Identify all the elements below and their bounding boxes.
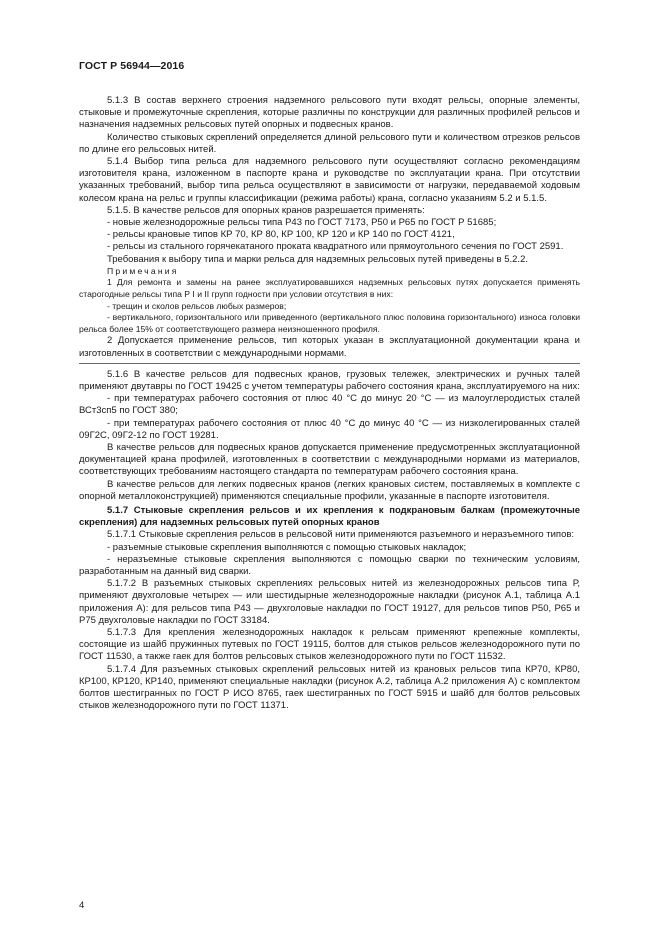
list-item: - разъемные стыковые скрепления выполняются с помощью стыковых накладок; [107, 541, 467, 553]
section-heading-5-1-7: 5.1.7 Стыковые скрепления рельсов и их крепления к подкрановым балкам (промежуточные скрепления) для надземных рельсовых путей опорных кранов [79, 505, 580, 529]
paragraph-5-1-6: 5.1.6 В качестве рельсов для подвесных кранов, грузовых тележек, электрических и ручных талей применяют двутавры по ГОСТ 19425 с учетом температуры рабочего состояния крана, эксплуатируемого на них: [79, 368, 580, 393]
paragraph-rail-selection-ref: Требования к выбору типа и марки рельса для надземных рельсовых путей приведены в 5.2.2. [107, 253, 528, 265]
document-body [79, 95, 580, 713]
paragraph-international-profiles: В качестве рельсов для подвесных кранов допускается применение предусмотренных эксплуатационной документацией крана профилей, изготовленных в соответствии с международными нормами из материалов, соответствующих требованиям настоящего стандарта по температурам рабочего состояния крана. [79, 442, 580, 478]
page-number: 4 [79, 900, 85, 911]
paragraph-light-cranes: В качестве рельсов для легких подвесных кранов (легких крановых систем, поставляемых в комплекте с опорной металлоконструкцией) применяются специальные профили, указанные в паспорте изготовителя. [79, 478, 580, 502]
paragraph-5-1-4: 5.1.4 Выбор типа рельса для надземного рельсового пути осуществляют согласно рекомендациям изготовителя крана, изложенном в паспорте крана и руководстве по эксплуатации крана. При отсутствии указанных требований, выбор типа рельса осуществляют в зависимости от нагрузки, передаваемой ходовым колесом крана на рельс и группы классификации (режима работы) крана, согласно указаниям 5.2 и 5.1.5. [79, 156, 580, 204]
notes-heading: Примечания [107, 265, 179, 276]
list-item: - рельсы из стального горячекатаного проката квадратного или прямоугольного сечения по ГОСТ 2591. [107, 241, 564, 253]
note-1: 1 Для ремонта и замены на ранее эксплуатировавшихся надземных рельсовых путях допускается применять старогодные рельсы типа Р I и II групп годности при условии отсутствия в них: [79, 277, 580, 300]
note-2: 2 Допускается применение рельсов, тип которых указан в эксплуатационной документации крана и изготовленных в соответствии с международными нормами. [79, 335, 580, 363]
list-item: - при температурах рабочего состояния от плюс 40 °С до минус 40 °С — из низколегированных сталей 09Г2С, 09Г2-12 по ГОСТ 19281. [79, 417, 580, 441]
list-item: - новые железнодорожные рельсы типа Р43 по ГОСТ 7173, Р50 и Р65 по ГОСТ Р 51685; [107, 217, 497, 229]
list-item: - при температурах рабочего состояния от плюс 40 °С до минус 20 °С — из малоуглеродистых сталей ВСт3сп5 по ГОСТ 380; [79, 393, 580, 417]
paragraph-5-1-7-3: 5.1.7.3 Для крепления железнодорожных накладок к рельсам применяют крепежные комплекты, состоящие из шайб пружинных путевых по ГОСТ 19115, болтов для стыков рельсов железнодорожного пути по ГОСТ 11530, а также гаек для болтов рельсовых стыков железнодорожного пути по ГОСТ 11532. [79, 627, 580, 663]
paragraph-5-1-7-2: 5.1.7.2 В разъемных стыковых скреплениях рельсовых нитей из железнодорожных рельсов типа Р, применяют двухголовые четырех — или шестидырные железнодорожные накладки (рисунок А.1, таблица А.1 приложения А): для рельсов типа Р43 — двухголовые накладки по ГОСТ 19127, для рельсов типов Р50, Р65 и Р75 двухголовые накладки по ГОСТ 33184. [79, 578, 580, 626]
note-list-item: - трещин и сколов рельсов любых размеров; [107, 300, 287, 311]
paragraph-joint-count: Количество стыковых скреплений определяется длиной рельсового пути и количеством отрезков рельсов по длине его рельсовых нитей. [79, 131, 580, 155]
paragraph-5-1-7-1: 5.1.7.1 Стыковые скрепления рельсов в рельсовой нити применяются разъемного и неразъемного типов: [107, 529, 575, 541]
document-header: ГОСТ Р 56944—2016 [79, 60, 185, 72]
paragraph-5-1-3: 5.1.3 В состав верхнего строения надземного рельсового пути входят рельсы, опорные элементы, стыковые и промежуточные скрепления, которые различны по конструкции для различных профилей рельсов и назначения надземных рельсовых путей опорных и подвесных кранов. [79, 95, 580, 131]
paragraph-5-1-5: 5.1.5. В качестве рельсов для опорных кранов разрешается применять: [107, 204, 425, 216]
note-list-item: - вертикального, горизонтального или приведенного (вертикального плюс половина горизонтального) износа головки рельса более 15% от соответствующего размера неизношенного профиля. [79, 312, 580, 334]
list-item: - неразъемные стыковые скрепления выполняются с помощью сварки по техническим условиям, разработанным на данный вид сварки. [79, 553, 580, 578]
list-item: - рельсы крановые типов КР 70, КР 80, КР 100, КР 120 и КР 140 по ГОСТ 4121, [107, 229, 455, 241]
paragraph-5-1-7-4: 5.1.7.4 Для разъемных стыковых скреплений рельсовых нитей из крановых рельсов типа КР70, КР80, КР100, КР120, КР140, применяют специальные накладки (рисунок А.2, таблица А.2 приложения А) с комплектом болтов шестигранных по ГОСТ Р ИСО 8765, гаек шестигранных по ГОСТ 5915 и шайб для болтов рельсовых стыков железнодорожного пути по ГОСТ 11371. [79, 663, 580, 712]
